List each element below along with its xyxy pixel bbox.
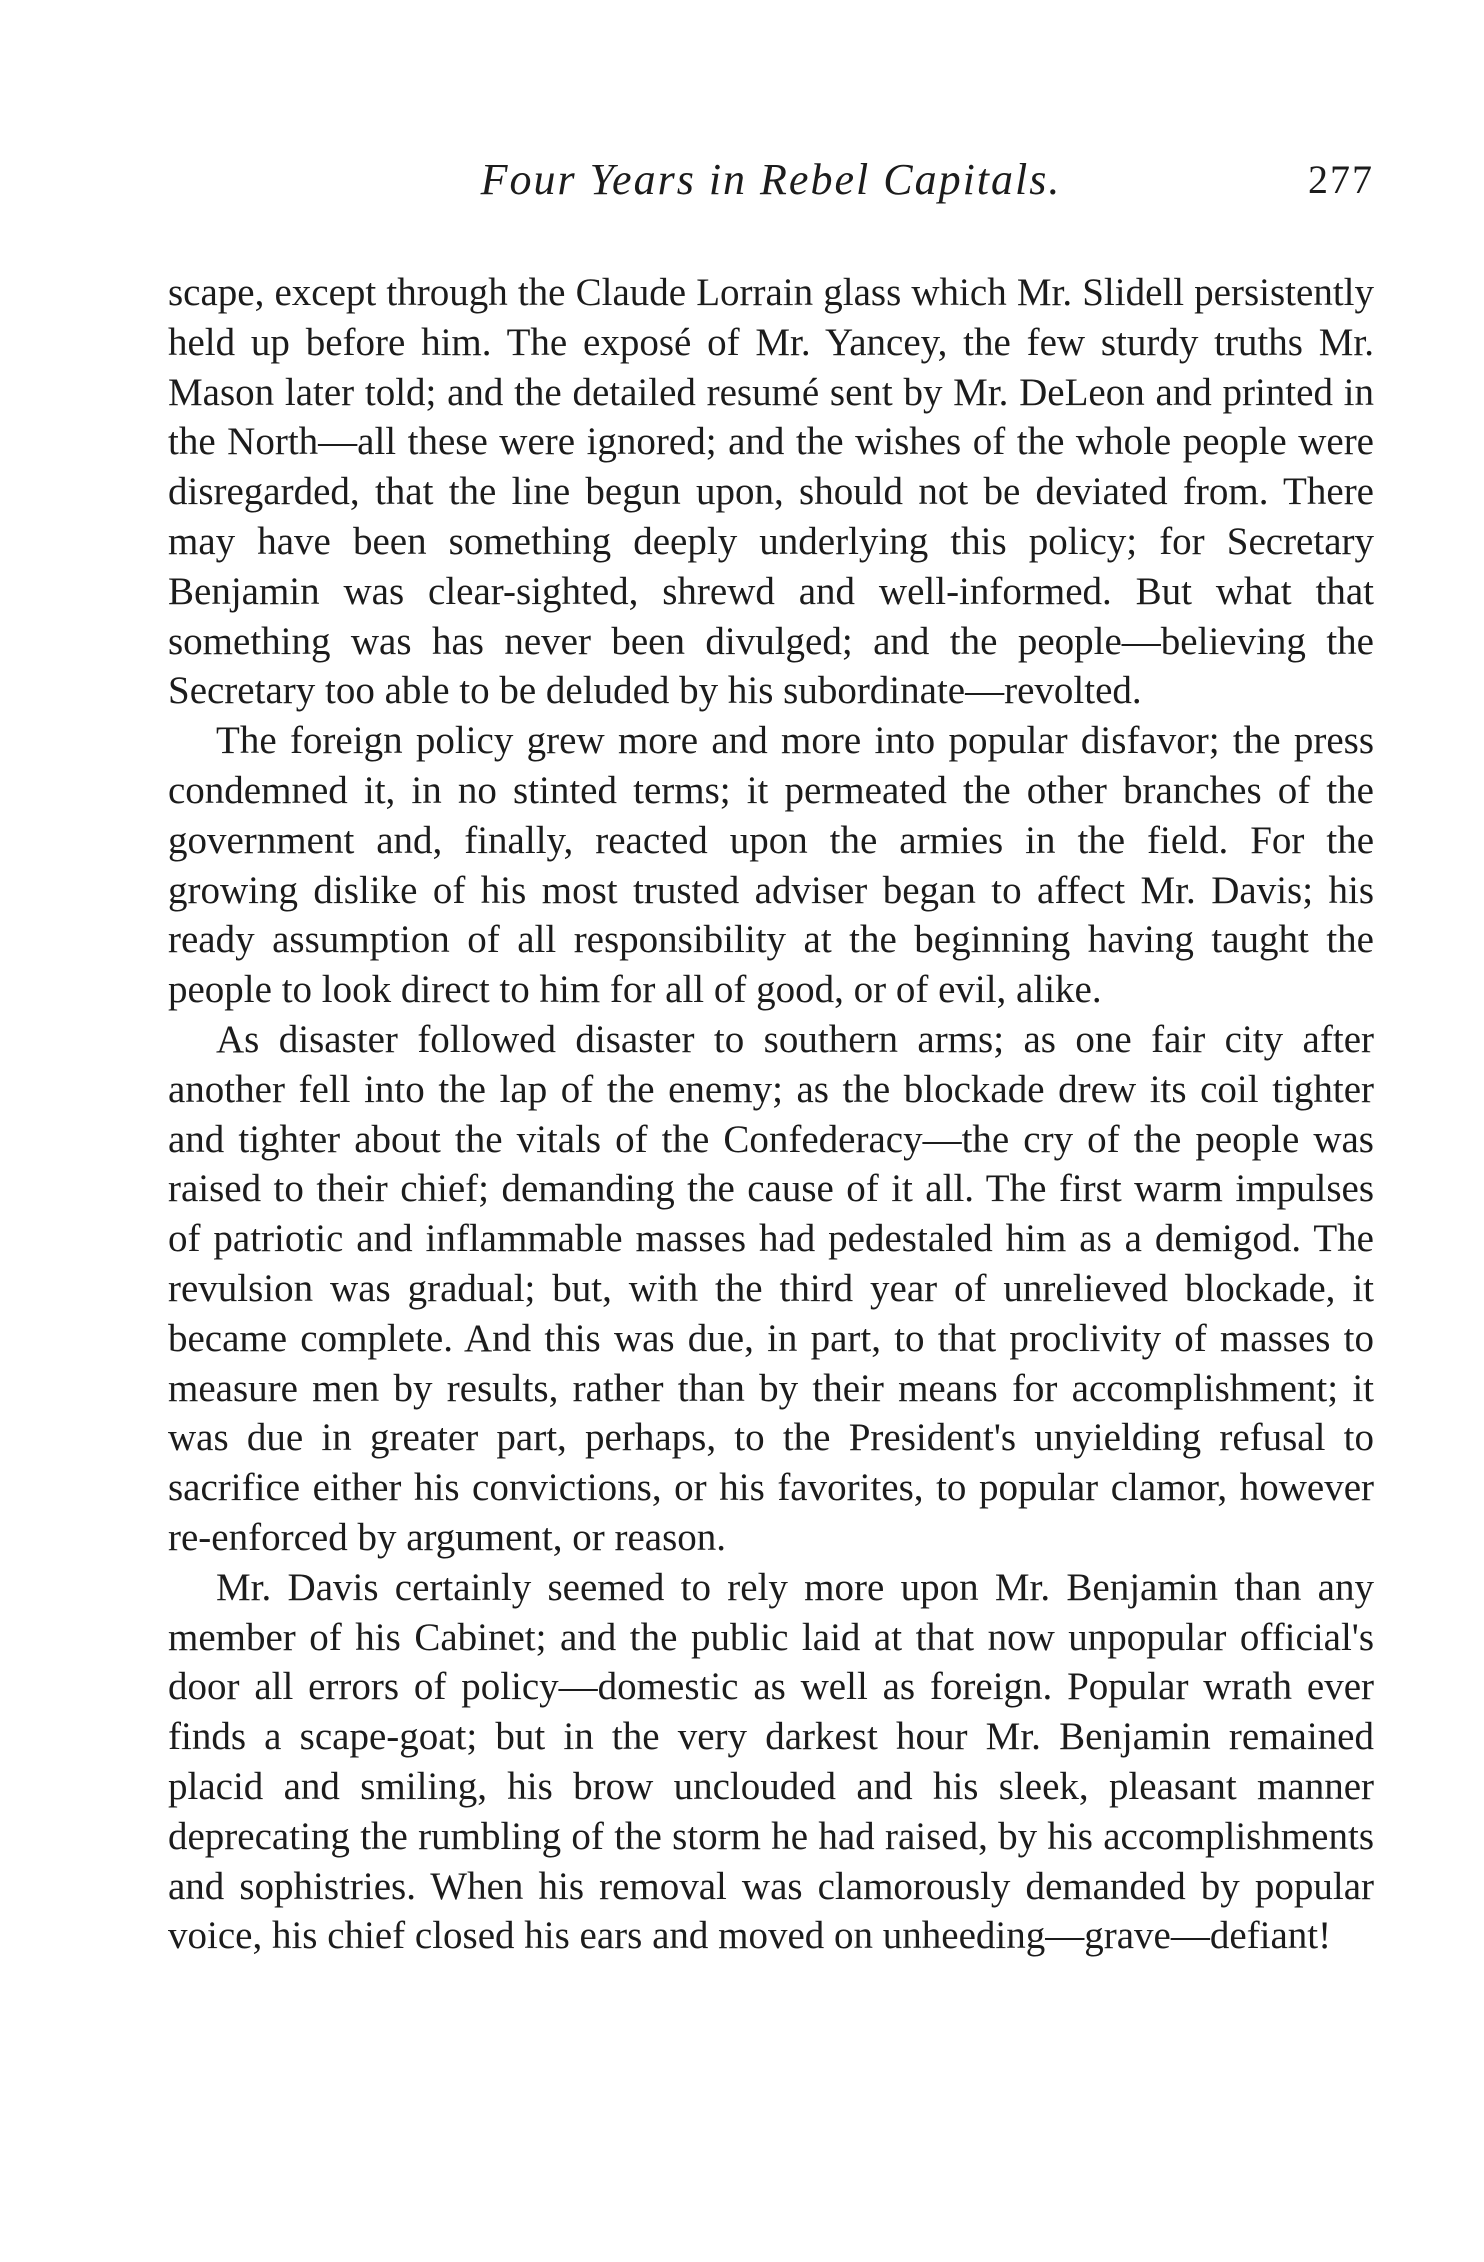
running-title: Four Years in Rebel Capitals. [480, 155, 1062, 204]
paragraph: The foreign policy grew more and more into popular disfavor; the press condemned it, in no stinted terms; it permeated the other branches of the government and, finally, reacted upon the armies in the field. For the growing dislike of his most trusted adviser began to affect Mr. Davis; his ready assumption of all responsibility at the beginning having taught the people to look direct to him for all of good, or of evil, alike. [168, 719, 1374, 1012]
running-header [168, 150, 1374, 210]
paragraph: As disaster followed disaster to southern arms; as one fair city after another fell into the lap of the enemy; as the blockade drew its coil tighter and tighter about the vitals of the Confederacy—the cry of the people was raised to their chief; demanding the cause of it all. The first warm impulses of patriotic and inflammable masses had pedestaled him as a demigod. The revulsion was gradual; but, with the third year of unrelieved blockade, it became complete. And this was due, in part, to that proclivity of masses to measure men by results, rather than by their means for accomplishment; it was due in greater part, perhaps, to the President's unyielding refusal to sacrifice either his convictions, or his favorites, to popular clamor, however re-enforced by argument, or reason. [168, 1017, 1374, 1559]
paragraph-continued: scape, except through the Claude Lorrain glass which Mr. Slidell persistently held up before him. The exposé of Mr. Yancey, the few sturdy truths Mr. Mason later told; and the detailed resumé sent by Mr. DeLeon and printed in the North—all these were ignored; and the wishes of the whole people were disregarded, that the line begun upon, should not be deviated from. There may have been something deeply underlying this policy; for Secretary Benjamin was clear-sighted, shrewd and well-informed. But what that something was has never been divulged; and the people—believing the Secretary too able to be deluded by his subordinate—revolted. [168, 271, 1374, 713]
paragraph: Mr. Davis certainly seemed to rely more upon Mr. Benjamin than any member of his Cabinet; and the public laid at that now unpopular official's door all errors of policy—domestic as well as foreign. Popular wrath ever finds a scape-goat; but in the very darkest hour Mr. Benjamin remained placid and smiling, his brow unclouded and his sleek, pleasant manner deprecating the rumbling of the storm he had raised, by his accomplishments and sophistries. When his removal was clamorously demanded by popular voice, his chief closed his ears and moved on unheeding—grave—defiant! [168, 1565, 1374, 1958]
body-text [168, 268, 1374, 1961]
page-number: 277 [1308, 157, 1374, 202]
